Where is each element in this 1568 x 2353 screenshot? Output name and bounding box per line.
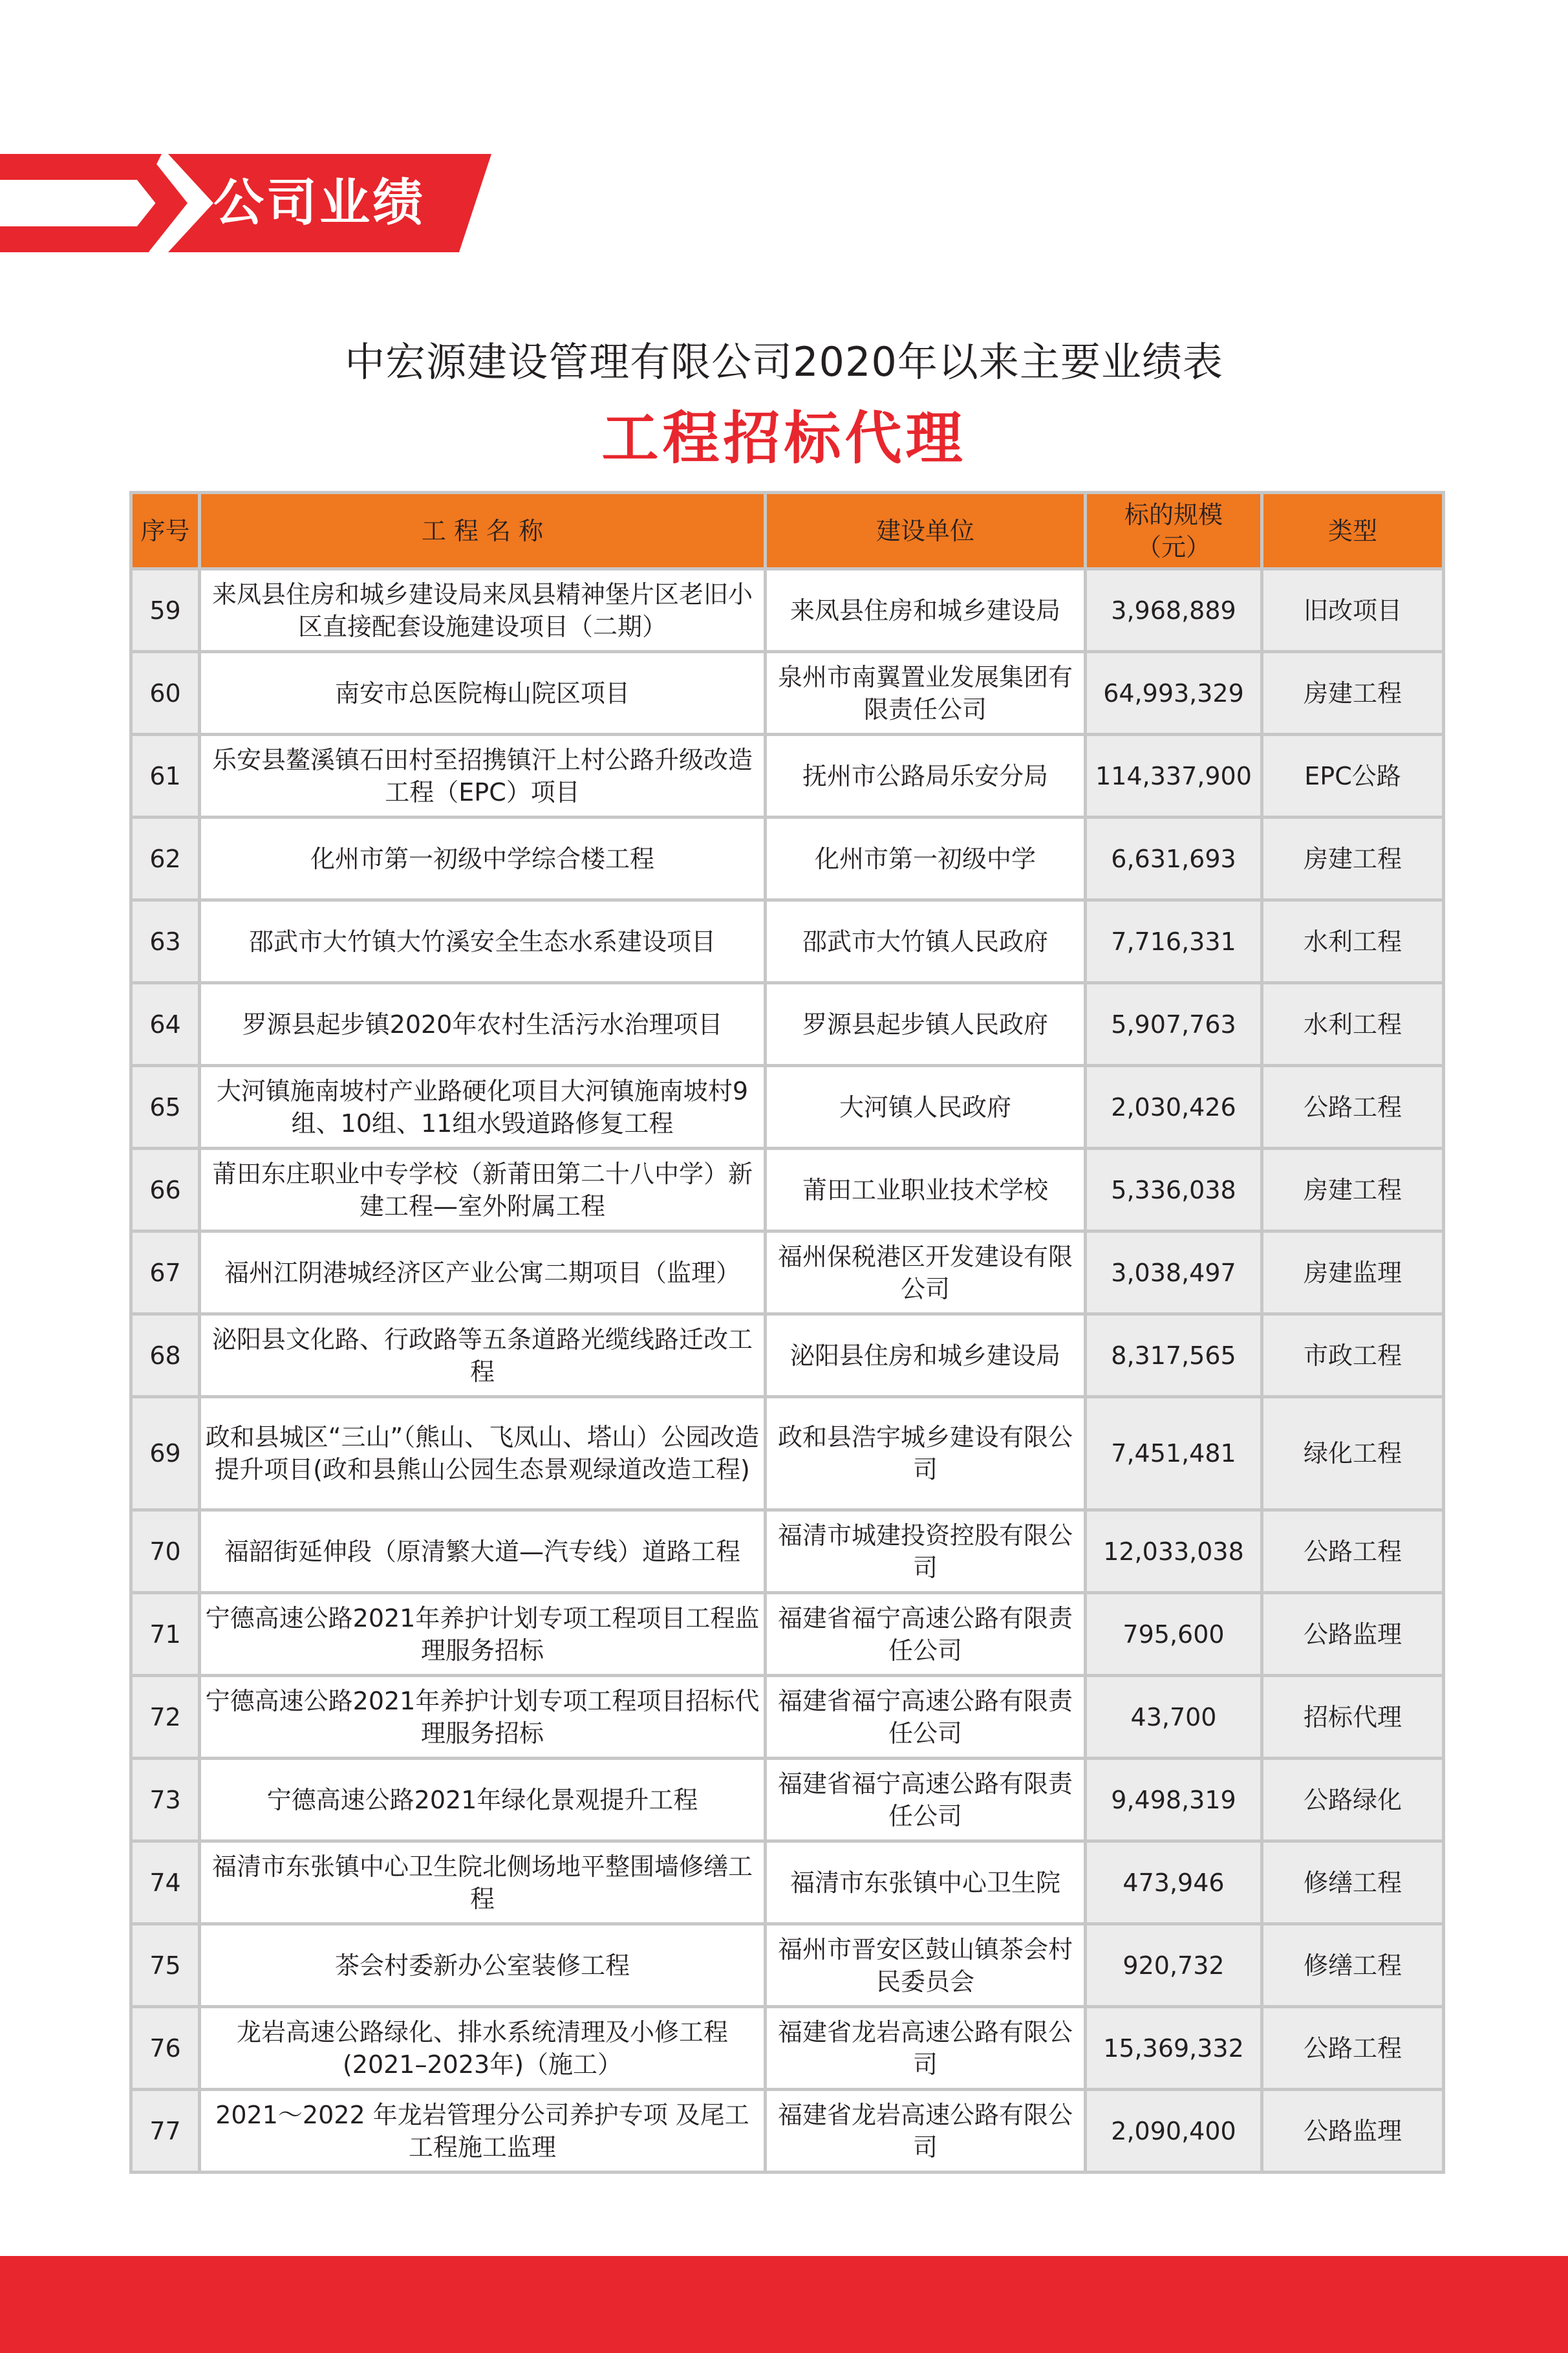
cell-index: 63 bbox=[131, 900, 200, 983]
cell-index: 73 bbox=[131, 1759, 200, 1841]
table-row bbox=[131, 735, 1444, 818]
cell-project-name: 罗源县起步镇2020年农村生活污水治理项目 bbox=[200, 983, 766, 1066]
cell-type: 旧改项目 bbox=[1262, 569, 1444, 652]
table-row bbox=[131, 1149, 1444, 1231]
table-row bbox=[131, 1759, 1444, 1841]
cell-client: 福建省福宁高速公路有限责任公司 bbox=[766, 1593, 1086, 1676]
cell-amount: 920,732 bbox=[1086, 1924, 1262, 2007]
cell-project-name: 福清市东张镇中心卫生院北侧场地平整围墙修缮工程 bbox=[200, 1841, 766, 1924]
cell-project-name: 2021～2022 年龙岩管理分公司养护专项 及尾工工程施工监理 bbox=[200, 2090, 766, 2173]
cell-index: 59 bbox=[131, 569, 200, 652]
cell-amount: 64,993,329 bbox=[1086, 652, 1262, 735]
cell-index: 66 bbox=[131, 1149, 200, 1231]
cell-amount: 9,498,319 bbox=[1086, 1759, 1262, 1841]
cell-index: 71 bbox=[131, 1593, 200, 1676]
table-row bbox=[131, 1314, 1444, 1397]
cell-project-name: 泌阳县文化路、行政路等五条道路光缆线路迁改工程 bbox=[200, 1314, 766, 1397]
cell-amount: 3,038,497 bbox=[1086, 1231, 1262, 1314]
cell-client: 福建省龙岩高速公路有限公司 bbox=[766, 2090, 1086, 2173]
section-title: 公司业绩 bbox=[213, 174, 426, 232]
cell-index: 61 bbox=[131, 735, 200, 818]
table-row bbox=[131, 1924, 1444, 2007]
cell-type: 公路监理 bbox=[1262, 1593, 1444, 1676]
cell-amount: 15,369,332 bbox=[1086, 2007, 1262, 2090]
document-title: 中宏源建设管理有限公司2020年以来主要业绩表 bbox=[345, 338, 1223, 385]
cell-client: 化州市第一初级中学 bbox=[766, 818, 1086, 900]
cell-type: 房建工程 bbox=[1262, 652, 1444, 735]
performance-table bbox=[129, 491, 1445, 2174]
cell-type: 房建工程 bbox=[1262, 1149, 1444, 1231]
table-row bbox=[131, 2007, 1444, 2090]
cell-type: 公路工程 bbox=[1262, 1066, 1444, 1149]
table-row bbox=[131, 1066, 1444, 1149]
cell-project-name: 龙岩高速公路绿化、排水系统清理及小修工程(2021–2023年)（施工） bbox=[200, 2007, 766, 2090]
cell-client: 大河镇人民政府 bbox=[766, 1066, 1086, 1149]
table-row bbox=[131, 983, 1444, 1066]
cell-type: 修缮工程 bbox=[1262, 1841, 1444, 1924]
cell-type: EPC公路 bbox=[1262, 735, 1444, 818]
cell-type: 公路绿化 bbox=[1262, 1759, 1444, 1841]
cell-index: 77 bbox=[131, 2090, 200, 2173]
cell-type: 招标代理 bbox=[1262, 1676, 1444, 1759]
cell-project-name: 茶会村委新办公室装修工程 bbox=[200, 1924, 766, 2007]
table-row bbox=[131, 652, 1444, 735]
cell-client: 泌阳县住房和城乡建设局 bbox=[766, 1314, 1086, 1397]
cell-amount: 3,968,889 bbox=[1086, 569, 1262, 652]
table-row bbox=[131, 569, 1444, 652]
cell-project-name: 宁德高速公路2021年养护计划专项工程项目招标代理服务招标 bbox=[200, 1676, 766, 1759]
cell-project-name: 乐安县鳌溪镇石田村至招携镇汗上村公路升级改造工程（EPC）项目 bbox=[200, 735, 766, 818]
cell-client: 泉州市南翼置业发展集团有限责任公司 bbox=[766, 652, 1086, 735]
cell-type: 房建监理 bbox=[1262, 1231, 1444, 1314]
table-row bbox=[131, 1676, 1444, 1759]
cell-client: 邵武市大竹镇人民政府 bbox=[766, 900, 1086, 983]
cell-project-name: 大河镇施南坡村产业路硬化项目大河镇施南坡村9组、10组、11组水毁道路修复工程 bbox=[200, 1066, 766, 1149]
header-project-name: 工 程 名 称 bbox=[200, 493, 766, 569]
cell-project-name: 宁德高速公路2021年绿化景观提升工程 bbox=[200, 1759, 766, 1841]
cell-index: 72 bbox=[131, 1676, 200, 1759]
cell-client: 来凤县住房和城乡建设局 bbox=[766, 569, 1086, 652]
cell-project-name: 政和县城区“三山”（熊山、飞凤山、塔山）公园改造提升项目(政和县熊山公园生态景观绿道改造工程) bbox=[200, 1397, 766, 1510]
cell-client: 福建省福宁高速公路有限责任公司 bbox=[766, 1759, 1086, 1841]
cell-amount: 12,033,038 bbox=[1086, 1510, 1262, 1593]
table-row bbox=[131, 1593, 1444, 1676]
table-row bbox=[131, 900, 1444, 983]
cell-amount: 43,700 bbox=[1086, 1676, 1262, 1759]
cell-project-name: 莆田东庄职业中专学校（新莆田第二十八中学）新建工程—室外附属工程 bbox=[200, 1149, 766, 1231]
table-row bbox=[131, 1510, 1444, 1593]
table-row bbox=[131, 1397, 1444, 1510]
cell-project-name: 来凤县住房和城乡建设局来凤县精神堡片区老旧小区直接配套设施建设项目（二期） bbox=[200, 569, 766, 652]
cell-amount: 473,946 bbox=[1086, 1841, 1262, 1924]
cell-amount: 7,451,481 bbox=[1086, 1397, 1262, 1510]
table-body bbox=[131, 569, 1444, 2173]
cell-amount: 5,907,763 bbox=[1086, 983, 1262, 1066]
cell-type: 市政工程 bbox=[1262, 1314, 1444, 1397]
cell-type: 水利工程 bbox=[1262, 983, 1444, 1066]
cell-index: 64 bbox=[131, 983, 200, 1066]
cell-index: 76 bbox=[131, 2007, 200, 2090]
cell-type: 公路工程 bbox=[1262, 1510, 1444, 1593]
cell-amount: 2,090,400 bbox=[1086, 2090, 1262, 2173]
table-row bbox=[131, 1231, 1444, 1314]
cell-amount: 7,716,331 bbox=[1086, 900, 1262, 983]
cell-type: 绿化工程 bbox=[1262, 1397, 1444, 1510]
cell-index: 65 bbox=[131, 1066, 200, 1149]
cell-index: 75 bbox=[131, 1924, 200, 2007]
header-client: 建设单位 bbox=[766, 493, 1086, 569]
cell-project-name: 宁德高速公路2021年养护计划专项工程项目工程监理服务招标 bbox=[200, 1593, 766, 1676]
cell-index: 67 bbox=[131, 1231, 200, 1314]
cell-amount: 8,317,565 bbox=[1086, 1314, 1262, 1397]
footer-bar bbox=[0, 2256, 1568, 2353]
cell-index: 62 bbox=[131, 818, 200, 900]
cell-project-name: 邵武市大竹镇大竹溪安全生态水系建设项目 bbox=[200, 900, 766, 983]
cell-project-name: 化州市第一初级中学综合楼工程 bbox=[200, 818, 766, 900]
cell-client: 莆田工业职业技术学校 bbox=[766, 1149, 1086, 1231]
cell-amount: 795,600 bbox=[1086, 1593, 1262, 1676]
cell-type: 公路监理 bbox=[1262, 2090, 1444, 2173]
cell-project-name: 福州江阴港城经济区产业公寓二期项目（监理） bbox=[200, 1231, 766, 1314]
header-index: 序号 bbox=[131, 493, 200, 569]
cell-client: 福州保税港区开发建设有限公司 bbox=[766, 1231, 1086, 1314]
cell-index: 69 bbox=[131, 1397, 200, 1510]
cell-index: 68 bbox=[131, 1314, 200, 1397]
cell-type: 修缮工程 bbox=[1262, 1924, 1444, 2007]
cell-type: 水利工程 bbox=[1262, 900, 1444, 983]
cell-client: 福建省龙岩高速公路有限公司 bbox=[766, 2007, 1086, 2090]
cell-client: 罗源县起步镇人民政府 bbox=[766, 983, 1086, 1066]
cell-amount: 114,337,900 bbox=[1086, 735, 1262, 818]
cell-project-name: 福韶街延伸段（原清繁大道—汽专线）道路工程 bbox=[200, 1510, 766, 1593]
cell-client: 福州市晋安区鼓山镇茶会村民委员会 bbox=[766, 1924, 1086, 2007]
cell-project-name: 南安市总医院梅山院区项目 bbox=[200, 652, 766, 735]
header-type: 类型 bbox=[1262, 493, 1444, 569]
table-header-row bbox=[131, 493, 1444, 569]
cell-amount: 6,631,693 bbox=[1086, 818, 1262, 900]
cell-type: 公路工程 bbox=[1262, 2007, 1444, 2090]
cell-index: 74 bbox=[131, 1841, 200, 1924]
table-row bbox=[131, 818, 1444, 900]
document-subtitle: 工程招标代理 bbox=[601, 405, 967, 472]
cell-amount: 2,030,426 bbox=[1086, 1066, 1262, 1149]
cell-amount: 5,336,038 bbox=[1086, 1149, 1262, 1231]
table-row bbox=[131, 1841, 1444, 1924]
cell-type: 房建工程 bbox=[1262, 818, 1444, 900]
cell-client: 福清市城建投资控股有限公司 bbox=[766, 1510, 1086, 1593]
header-amount: 标的规模（元） bbox=[1086, 493, 1262, 569]
table-row bbox=[131, 2090, 1444, 2173]
cell-index: 70 bbox=[131, 1510, 200, 1593]
cell-client: 抚州市公路局乐安分局 bbox=[766, 735, 1086, 818]
cell-client: 福建省福宁高速公路有限责任公司 bbox=[766, 1676, 1086, 1759]
cell-index: 60 bbox=[131, 652, 200, 735]
cell-client: 政和县浩宇城乡建设有限公司 bbox=[766, 1397, 1086, 1510]
cell-client: 福清市东张镇中心卫生院 bbox=[766, 1841, 1086, 1924]
